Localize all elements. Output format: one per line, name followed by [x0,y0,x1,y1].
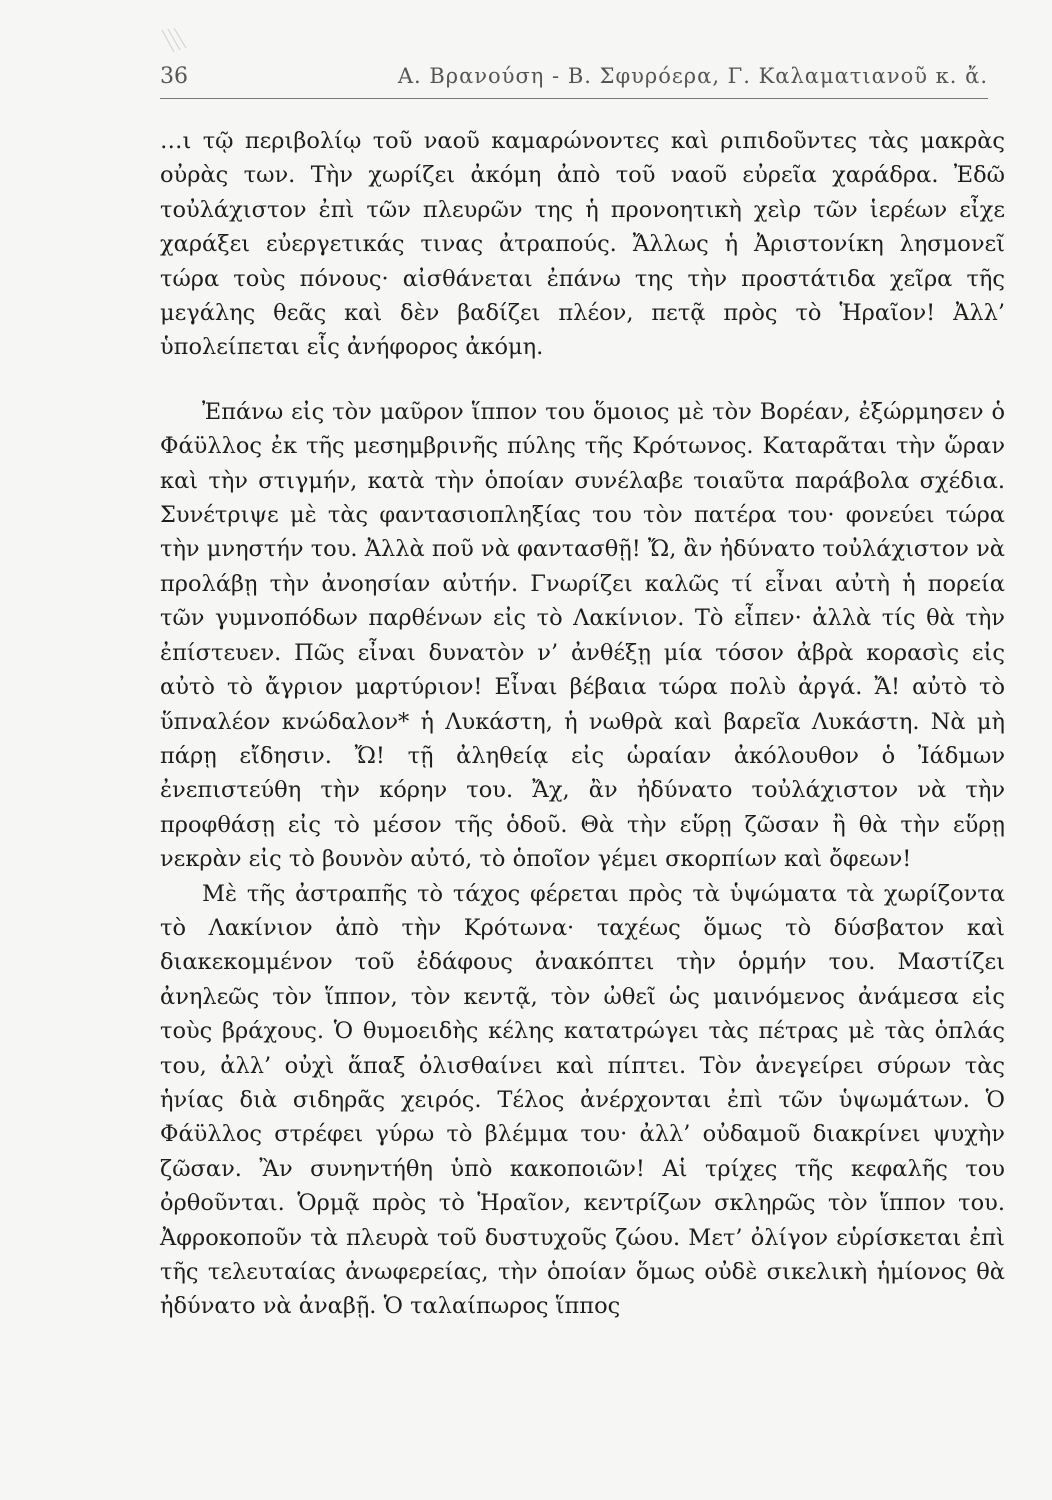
header-rule [160,98,988,99]
scan-smudge-mark [160,28,190,54]
page-number: 36 [160,64,188,89]
paragraph-2: Ἐπάνω εἰς τὸν μαῦρον ἵππον του ὅμοιος μὲ τὸν Βορέαν, ἐξώρμησεν ὁ Φάϋλλος ἐκ τῆς μεσημβρινῆς πύλης τῆς Κρότωνος. Καταρᾶται τὴν ὥραν καὶ τὴν στιγμήν, κατὰ τὴν ὁποίαν συνέλαβε τοιαῦτα παράβολα σχέδια. Συνέτριψε μὲ τὰς φαντασιοπληξίας του τὸν πατέρα του· φονεύει τώρα τὴν μνηστήν του. Ἀλλὰ ποῦ νὰ φαντασθῇ! Ὤ, ἂν ἠδύνατο τοὐλάχιστον νὰ προλάβῃ τὴν ἀνοησίαν αὐτήν. Γνωρίζει καλῶς τί εἶναι αὐτὴ ἡ πορεία τῶν γυμνοπόδων παρθένων εἰς τὸ Λακίνιον. Τὸ εἶπεν· ἀλλὰ τίς θὰ τὴν ἐπίστευεν. Πῶς εἶναι δυνατὸν ν’ ἀνθέξῃ μία τόσον ἀβρὰ κορασὶς εἰς αὐτὸ τὸ ἄγριον μαρτύριον! Εἶναι βέβαια τώρα πολὺ ἀργά. Ἄ! αὐτὸ τὸ ὕπναλέον κνώδαλον* ἡ Λυκάστη, ἡ νωθρὰ καὶ βαρεῖα Λυκάστη. Νὰ μὴ πάρῃ εἴδησιν. Ὤ! τῇ ἀληθείᾳ εἰς ὡραίαν ἀκόλουθον ὁ Ἰάδμων ἐνεπιστεύθη τὴν κόρην του. Ἄχ, ἂν ἠδύνατο τοὐλάχιστον νὰ τὴν προφθάσῃ εἰς τὸ μέσον τῆς ὁδοῦ. Θὰ τὴν εὕρῃ ζῶσαν ἢ θὰ τὴν εὕρῃ νεκρὰν εἰς τὸ βουνὸν αὐτό, τὸ ὁποῖον γέμει σκορπίων καὶ ὄφεων! [160,398,1005,873]
body-text [160,124,1005,1324]
page-header [160,60,988,96]
paragraph-3: Μὲ τῆς ἀστραπῆς τὸ τάχος φέρεται πρὸς τὰ ὑψώματα τὰ χωρίζοντα τὸ Λακίνιον ἀπὸ τὴν Κρότωνα· ταχέως ὅμως τὸ δύσβατον καὶ διακεκομμένον τοῦ ἐδάφους ἀνακόπτει τὴν ὁρμήν του. Μαστίζει ἀνηλεῶς τὸν ἵππον, τὸν κεντᾷ, τὸν ὠθεῖ ὡς μαινόμενος ἀνάμεσα εἰς τοὺς βράχους. Ὁ θυμοειδὴς κέλης κατατρώγει τὰς πέτρας μὲ τὰς ὁπλάς του, ἀλλ’ οὐχὶ ἅπαξ ὀλισθαίνει καὶ πίπτει. Τὸν ἀνεγείρει σύρων τὰς ἡνίας διὰ σιδηρᾶς χειρός. Τέλος ἀνέρχονται ἐπὶ τῶν ὑψωμάτων. Ὁ Φάϋλλος στρέφει γύρω τὸ βλέμμα του· ἀλλ’ οὐδαμοῦ διακρίνει ψυχὴν ζῶσαν. Ἂν συνηντήθη ὑπὸ κακοποιῶν! Αἱ τρίχες τῆς κεφαλῆς του ὀρθοῦνται. Ὁρμᾷ πρὸς τὸ Ἡραῖον, κεντρίζων σκληρῶς τὸν ἵππον του. Ἀφροκοποῦν τὰ πλευρὰ τοῦ δυστυχοῦς ζώου. Μετ’ ὀλίγον εὑρίσκεται ἐπὶ τῆς τελευταίας ἀνωφερείας, τὴν ὁποίαν ὅμως οὐδὲ σικελικὴ ἡμίονος θὰ ἠδύνατο νὰ ἀναβῇ. Ὁ ταλαίπωρος ἵππος [160,880,1005,1320]
paragraph-1: …ι τῷ περιβολίῳ τοῦ ναοῦ καμαρώνοντες καὶ ριπιδοῦντες τὰς μακρὰς οὐρὰς των. Τὴν χωρίζει ἀκόμη ἀπὸ τοῦ ναοῦ εὐρεῖα χαράδρα. Ἐδῶ τοὐλάχιστον ἐπὶ τῶν πλευρῶν της ἡ προνοητικὴ χεὶρ τῶν ἱερέων εἶχε χαράξει εὐεργετικάς τινας ἀτραπούς. Ἄλλως ἡ Ἀριστονίκη λησμονεῖ τώρα τοὺς πόνους· αἰσθάνεται ἐπάνω της τὴν προστάτιδα χεῖρα τῆς μεγάλης θεᾶς καὶ δὲν βαδίζει πλέον, πετᾷ πρὸς τὸ Ἡραῖον! Ἀλλ’ ὑπολείπεται εἷς ἀνήφορος ἀκόμη. [160,128,1005,361]
running-head: Α. Βρανούση - Β. Σφυρόερα, Γ. Καλαματιανοῦ κ. ἄ. [397,64,988,88]
